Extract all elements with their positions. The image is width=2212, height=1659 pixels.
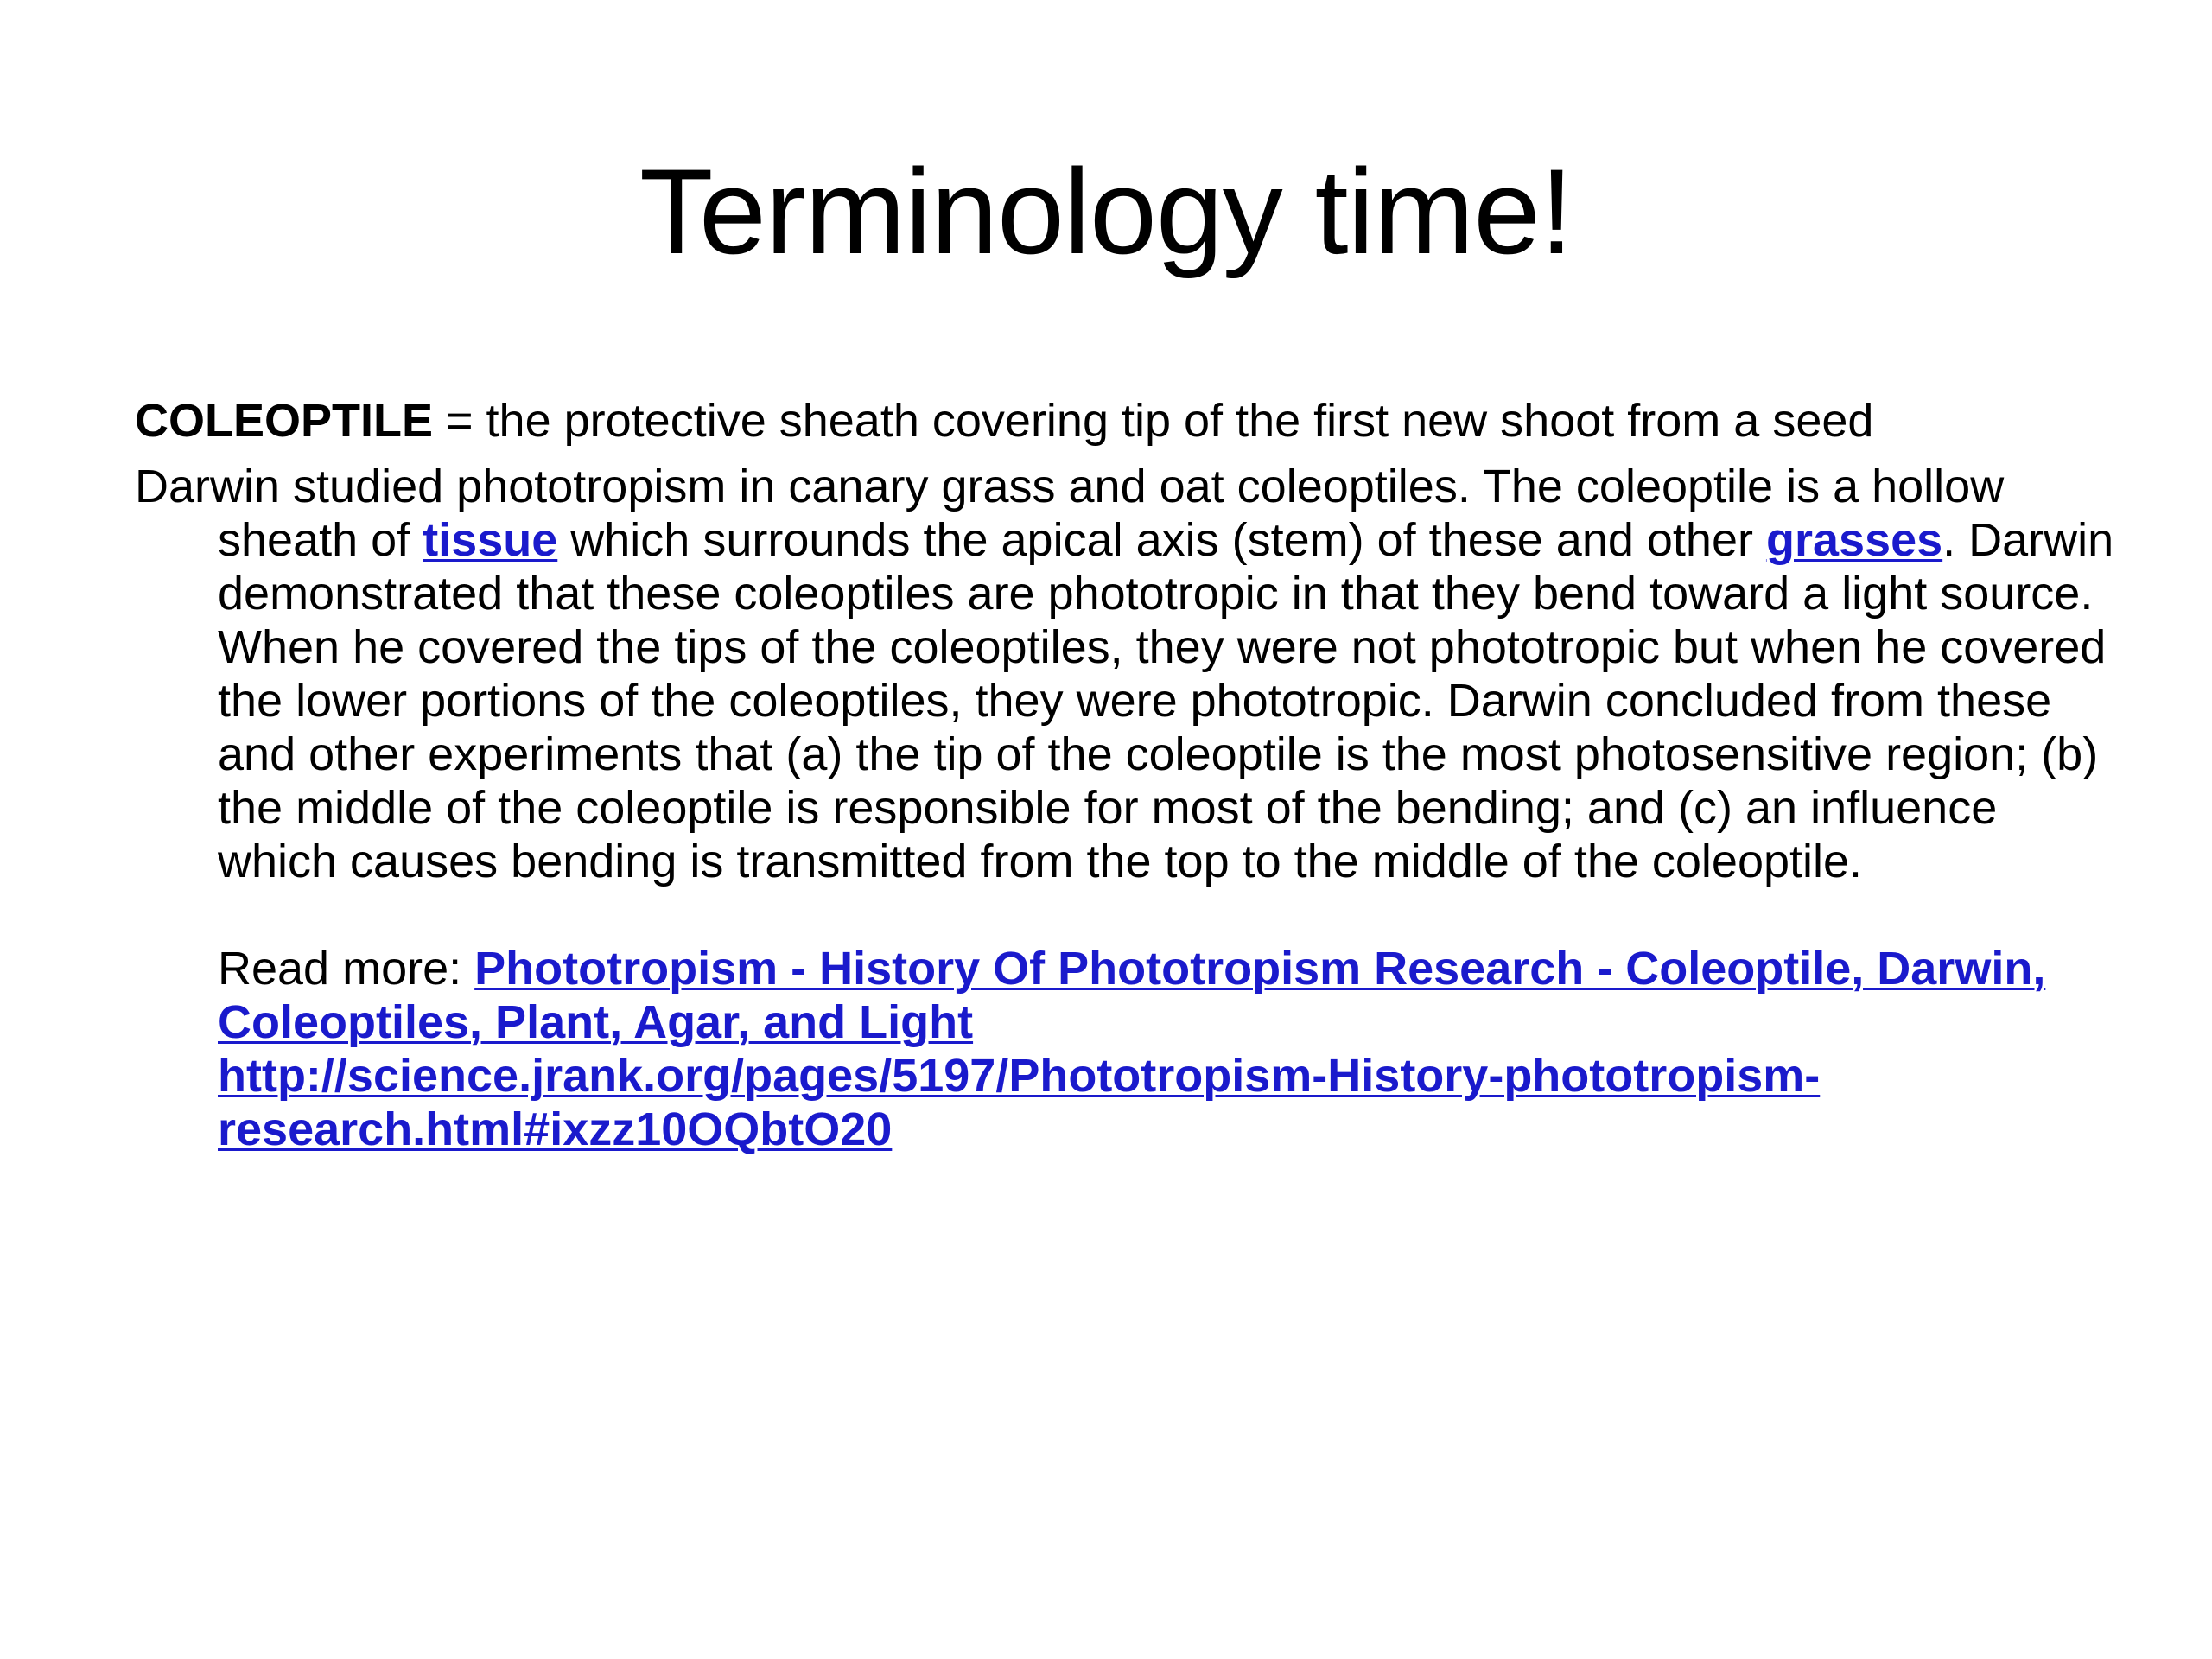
definition-text: = the protective sheath covering tip of the first new shoot from a seed <box>433 395 1874 447</box>
read-more-block <box>218 942 2122 1156</box>
read-more-url-link[interactable]: http://science.jrank.org/pages/5197/Phototropism-History-phototropism-research.html#ixzz10OQbtO20 <box>218 1050 1821 1155</box>
paragraph-part-1: Darwin studied phototropism in canary grass and oat coleoptiles. The coleoptile is a hollow sheath of <box>135 461 2005 566</box>
paragraph-part-2: which surrounds the apical axis (stem) of these and other <box>557 514 1766 566</box>
tissue-link[interactable]: tissue <box>423 514 558 566</box>
read-more-label: Read more: <box>218 943 475 995</box>
definition-term: COLEOPTILE <box>135 395 434 447</box>
definition-line <box>135 394 2122 448</box>
slide-title: Terminology time! <box>639 143 1573 279</box>
slide-body <box>135 394 2122 1156</box>
grasses-link[interactable]: grasses <box>1765 514 1943 566</box>
paragraph-part-3: . Darwin demonstrated that these coleoptiles are phototropic in that they bend toward a light source. When he covered the tips of the coleoptiles, they were not phototropic but when he covered the lower portions of the coleoptiles, they were phototropic. Darwin concluded from these and other experiments that (a) the tip of the coleoptile is the most photosensitive region; (b) the middle of the coleoptile is responsible for most of the bending; and (c) an influence which causes bending is transmitted from the top to the middle of the coleoptile. <box>218 514 2114 887</box>
read-more-title-link[interactable]: Phototropism - History Of Phototropism Research - Coleoptile, Darwin, Coleoptiles, Plant, Agar, and Light <box>218 943 2046 1048</box>
darwin-paragraph <box>135 460 2122 888</box>
